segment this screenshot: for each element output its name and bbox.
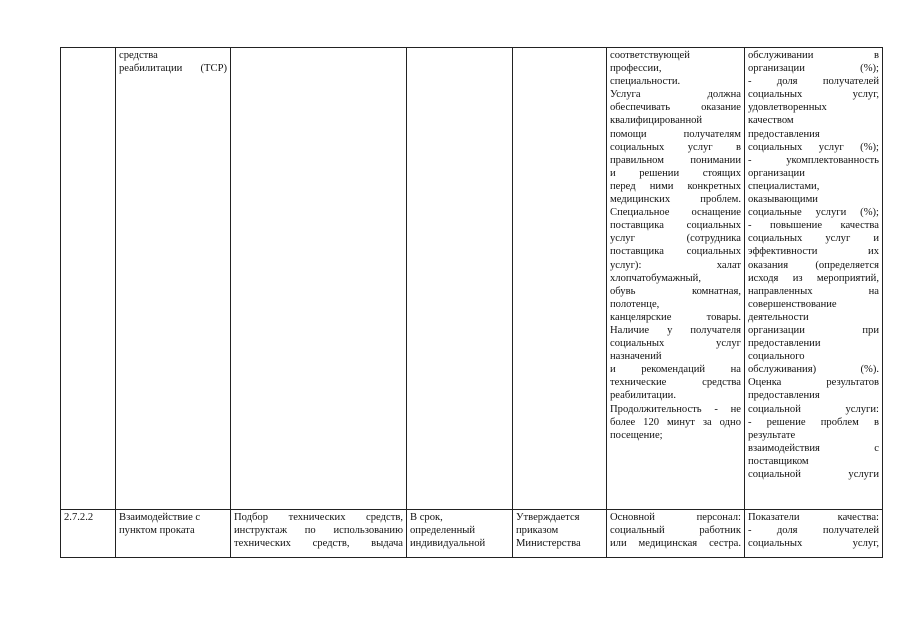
cell-line: Утверждается bbox=[516, 512, 580, 523]
cell-line: помощи получателям bbox=[610, 128, 741, 140]
cell-line: Услуга должна bbox=[610, 89, 741, 101]
cell-line: Основной персонал: bbox=[610, 512, 741, 523]
cell-line: поставщиком bbox=[748, 455, 809, 467]
cell-line: эффективности их bbox=[748, 246, 879, 258]
cell-line: правильном понимании bbox=[610, 154, 741, 166]
cell-line: Показатели качества: bbox=[748, 512, 879, 523]
cell-line: Продолжительность - не bbox=[610, 403, 741, 415]
cell-line: профессии, bbox=[610, 63, 662, 75]
cell-line: назначений bbox=[610, 351, 662, 363]
cell-line: Взаимодействие с bbox=[119, 512, 201, 523]
cell-line: организации bbox=[748, 167, 805, 179]
cell-tariff bbox=[513, 48, 607, 510]
cell-line: Наличие у получателя bbox=[610, 324, 741, 336]
table-row bbox=[61, 510, 883, 558]
document-page bbox=[60, 47, 882, 558]
cell-line: организации при bbox=[748, 324, 879, 336]
cell-conditions bbox=[607, 48, 745, 510]
cell-line: услуг): халат bbox=[610, 259, 741, 271]
cell-line: хлопчатобумажный, bbox=[610, 272, 701, 284]
cell-line: - повышение качества bbox=[748, 220, 879, 232]
table-row bbox=[61, 48, 883, 510]
cell-term bbox=[407, 48, 513, 510]
cell-line: специальности. bbox=[610, 76, 681, 88]
cell-line: взаимодействия с bbox=[748, 442, 879, 454]
cell-line: - укомплектованность bbox=[748, 154, 879, 166]
cell-quality-indicators bbox=[745, 48, 883, 510]
cell-line: индивидуальной bbox=[410, 538, 486, 550]
cell-line: оказывающими bbox=[748, 194, 818, 206]
cell-line: обслуживании в bbox=[748, 50, 879, 61]
cell-line: - доля получателей bbox=[748, 525, 879, 537]
cell-line: - доля получателей bbox=[748, 76, 879, 88]
cell-line: социального bbox=[748, 351, 805, 363]
cell-line: реабилитации. bbox=[610, 390, 676, 402]
cell-number: 2.7.2.2 bbox=[61, 510, 116, 558]
cell-line: перед ними конкретных bbox=[610, 180, 741, 192]
cell-line: деятельности bbox=[748, 311, 809, 323]
cell-line: совершенствование bbox=[748, 298, 837, 310]
cell-line: поставщика социальных bbox=[610, 220, 741, 232]
cell-line: предоставления bbox=[748, 390, 820, 402]
cell-line: обувь комнатная, bbox=[610, 285, 741, 297]
cell-line: соответствующей bbox=[610, 50, 690, 61]
cell-line: Оценка результатов bbox=[748, 377, 879, 389]
cell-line: социальной услуги bbox=[748, 469, 879, 480]
cell-line: оказания (определяется bbox=[748, 259, 879, 271]
cell-line: более 120 минут за одно bbox=[610, 416, 741, 428]
cell-line: социальных услуг и bbox=[748, 233, 879, 245]
cell-description bbox=[231, 48, 407, 510]
cell-service-name bbox=[116, 510, 231, 558]
cell-line: социальные услуги (%); bbox=[748, 207, 879, 219]
cell-line: специалистами, bbox=[748, 180, 820, 192]
cell-description bbox=[231, 510, 407, 558]
cell-line: и рекомендаций на bbox=[610, 364, 741, 376]
cell-line: исходя из мероприятий, bbox=[748, 272, 879, 284]
cell-line: приказом bbox=[516, 525, 559, 537]
cell-line: инструктаж по использованию bbox=[234, 525, 403, 537]
cell-line: - решение проблем в bbox=[748, 416, 879, 428]
cell-line: квалифицированной bbox=[610, 115, 703, 127]
cell-line: социальных услуг в bbox=[610, 141, 741, 153]
cell-line: медицинских проблем. bbox=[610, 194, 741, 206]
cell-line: Специальное оснащение bbox=[610, 207, 741, 219]
cell-line: качеством bbox=[748, 115, 794, 127]
cell-line: направленных на bbox=[748, 285, 879, 297]
cell-line: посещение; bbox=[610, 429, 663, 441]
cell-line: социальный работник bbox=[610, 525, 741, 537]
cell-line: социальной услуги: bbox=[748, 403, 879, 415]
cell-line: и решении стоящих bbox=[610, 167, 741, 179]
cell-line: предоставления bbox=[748, 128, 820, 140]
cell-line: социальных услуг, bbox=[748, 89, 879, 101]
cell-line: предоставлении bbox=[748, 338, 821, 350]
cell-line: удовлетворенных bbox=[748, 102, 827, 114]
cell-line: канцелярские товары. bbox=[610, 311, 741, 323]
cell-line: услуг (сотрудника bbox=[610, 233, 741, 245]
cell-service-name bbox=[116, 48, 231, 510]
cell-line: определенный bbox=[410, 525, 476, 537]
cell-line: обеспечивать оказание bbox=[610, 102, 741, 114]
cell-line: пунктом проката bbox=[119, 525, 195, 537]
cell-number bbox=[61, 48, 116, 510]
cell-conditions bbox=[607, 510, 745, 558]
cell-quality-indicators bbox=[745, 510, 883, 558]
cell-line: социальных услуг (%); bbox=[748, 141, 879, 153]
cell-line: социальных услуг, bbox=[748, 538, 879, 550]
cell-line: Министерства bbox=[516, 538, 581, 550]
cell-line: средства bbox=[119, 50, 158, 61]
cell-line: реабилитации (ТСР) bbox=[119, 63, 227, 75]
services-table bbox=[60, 47, 883, 558]
cell-line: полотенце, bbox=[610, 298, 660, 310]
cell-line: или медицинская сестра. bbox=[610, 538, 741, 550]
cell-line: технические средства bbox=[610, 377, 741, 389]
cell-line: поставщика социальных bbox=[610, 246, 741, 258]
cell-line: В срок, bbox=[410, 512, 443, 523]
cell-line: результате bbox=[748, 429, 796, 441]
cell-line: организации (%); bbox=[748, 63, 879, 75]
cell-line: социальных услуг bbox=[610, 338, 741, 350]
cell-line: технических средств, выдача bbox=[234, 538, 403, 550]
table-body bbox=[61, 48, 883, 558]
cell-tariff bbox=[513, 510, 607, 558]
cell-line: обслуживания) (%). bbox=[748, 364, 879, 376]
cell-term bbox=[407, 510, 513, 558]
cell-line: Подбор технических средств, bbox=[234, 512, 403, 523]
